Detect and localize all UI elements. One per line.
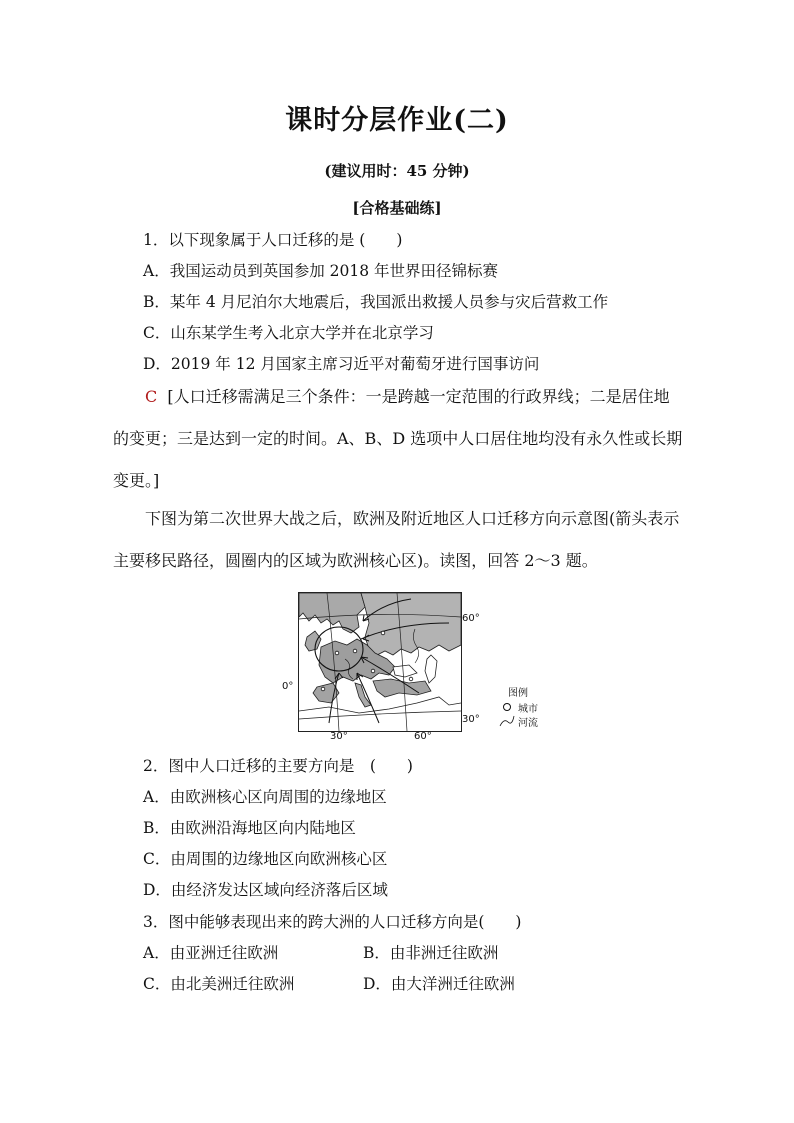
lon-0-label: 0° (282, 681, 294, 692)
q1-option-c: C．山东某学生考入北京大学并在北京学习 (143, 324, 434, 342)
page-title: 课时分层作业(二) (285, 105, 509, 136)
lat-60-label: 60° (462, 613, 480, 624)
city-icon (503, 703, 511, 711)
q2-option-c: C．由周围的边缘地区向欧洲核心区 (143, 850, 388, 868)
q1-option-d: D．2019 年 12 月国家主席习近平对葡萄牙进行国事访问 (143, 355, 540, 373)
map-legend-city: 城市 (518, 704, 538, 715)
q2-option-a: A．由欧洲核心区向周围的边缘地区 (143, 788, 387, 806)
map-legend-title: 图例 (508, 688, 528, 699)
map-drawing (299, 593, 461, 731)
q3-option-b: B．由非洲迁往欧洲 (363, 944, 499, 962)
lon-30-label: 30° (330, 731, 348, 742)
map-intro: 下图为第二次世界大战之后，欧洲及附近地区人口迁移方向示意图(箭头表示主要移民路径，圆圈内的区域为欧洲核心区)。读图，回答 2～3 题。 (113, 509, 680, 570)
lon-60-label: 60° (414, 731, 432, 742)
europe-migration-map (298, 592, 462, 732)
q1-answer (113, 376, 683, 502)
q2-option-b: B．由欧洲沿海地区向内陆地区 (143, 819, 356, 837)
section-heading: [合格基础练] (352, 199, 442, 217)
q3-stem: 3．图中能够表现出来的跨大洲的人口迁移方向是( ) (143, 913, 522, 931)
river-icon (498, 714, 516, 728)
q1-answer-explanation: [人口迁移需满足三个条件：一是跨越一定范围的行政界线；二是居住地的变更；三是达到一定的时间。A、B、D 选项中人口居住地均没有永久性或长期变更。] (113, 387, 683, 490)
map-legend-river: 河流 (518, 718, 538, 729)
q3-option-d: D．由大洋洲迁往欧洲 (363, 975, 515, 993)
time-hint: (建议用时：45 分钟) (324, 162, 470, 180)
q1-option-a: A．我国运动员到英国参加 2018 年世界田径锦标赛 (143, 262, 498, 280)
q3-option-a: A．由亚洲迁往欧洲 (143, 944, 279, 962)
q1-answer-letter: C (145, 387, 158, 406)
q1-option-b: B．某年 4 月尼泊尔大地震后，我国派出救援人员参与灾后营救工作 (143, 293, 609, 311)
q3-option-c: C．由北美洲迁往欧洲 (143, 975, 295, 993)
q1-stem: 1．以下现象属于人口迁移的是 ( ) (143, 231, 403, 249)
q2-option-d: D．由经济发达区域向经济落后区域 (143, 881, 388, 899)
lat-30-label: 30° (462, 714, 480, 725)
q2-stem: 2．图中人口迁移的主要方向是 ( ) (143, 757, 413, 775)
